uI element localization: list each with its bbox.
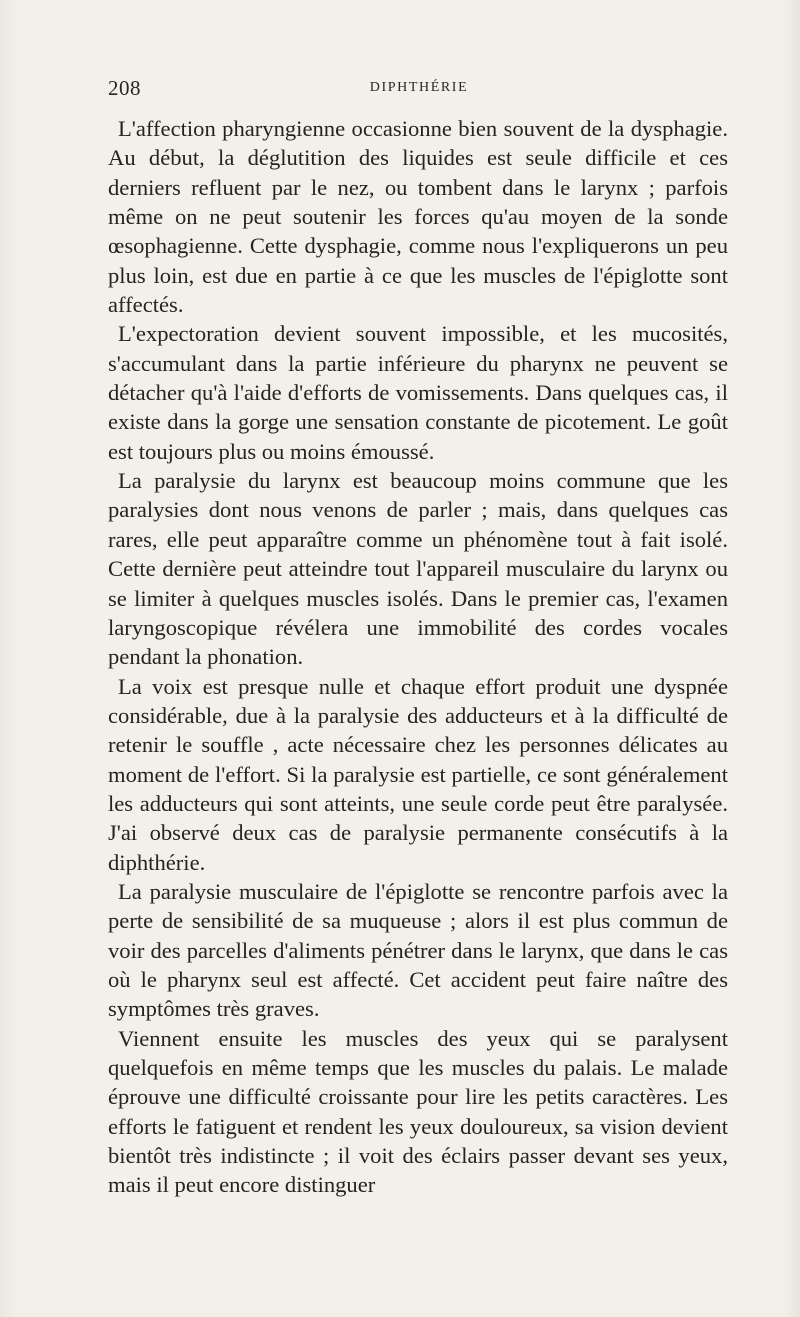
page-number: 208 — [108, 76, 141, 100]
paragraph: L'expectoration devient souvent impossible, et les mucosités, s'accumulant dans la partie inférieure du pharynx ne peuvent se détacher qu'à l'aide d'efforts de vomissements. Dans quelques cas, il existe dans la gorge une sensation constante de picotement. Le goût est toujours plus ou moins émoussé. — [108, 321, 728, 464]
paragraph: La paralysie musculaire de l'épiglotte se rencontre parfois avec la perte de sensibilité de sa muqueuse ; alors il est plus commun de voir des parcelles d'aliments pénétrer dans le larynx, que dans le cas où le pharynx seul est affecté. Cet accident peut faire naître des symptômes très graves. — [108, 878, 728, 1022]
paragraph: L'affection pharyngienne occasionne bien souvent de la dysphagie. Au début, la déglutition des liquides est seule difficile et ces derniers refluent par le nez, ou tombent dans le larynx ; parfois même on ne peut soutenir les forces qu'au moyen de la sonde œsophagienne. Cette dysphagie, comme nous l'expliquerons un peu plus loin, est due en partie à ce que les muscles de l'épiglotte sont affectés. — [108, 116, 728, 318]
body-text — [108, 114, 728, 1200]
paragraph: La voix est presque nulle et chaque effort produit une dyspnée considérable, due à la paralysie des adducteurs et à la difficulté de retenir le souffle , acte nécessaire chez les personnes délicates au moment de l'effort. Si la paralysie est partielle, ce sont généralement les adducteurs qui sont atteints, une seule corde peut être paralysée. J'ai observé deux cas de paralysie permanente consécutifs à la diphthérie. — [108, 673, 728, 875]
running-head: DIPHTHÉRIE — [369, 80, 469, 95]
page-header — [108, 76, 730, 102]
paragraph: La paralysie du larynx est beaucoup moins commune que les paralysies dont nous venons de parler ; mais, dans quelques cas rares, elle peut apparaître comme un phénomène tout à fait isolé. Cette dernière peut atteindre tout l'appareil musculaire du larynx ou se limiter à quelques muscles isolés. Dans le premier cas, l'examen laryngoscopique révélera une immobilité des cordes vocales pendant la phonation. — [108, 468, 728, 670]
paragraph: Viennent ensuite les muscles des yeux qui se paralysent quelquefois en même temps que les muscles du palais. Le malade éprouve une difficulté croissante pour lire les petits caractères. Les efforts le fatiguent et rendent les yeux douloureux, sa vision devient bientôt très indistincte ; il voit des éclairs passer devant ses yeux, mais il peut encore distinguer — [108, 1025, 728, 1198]
